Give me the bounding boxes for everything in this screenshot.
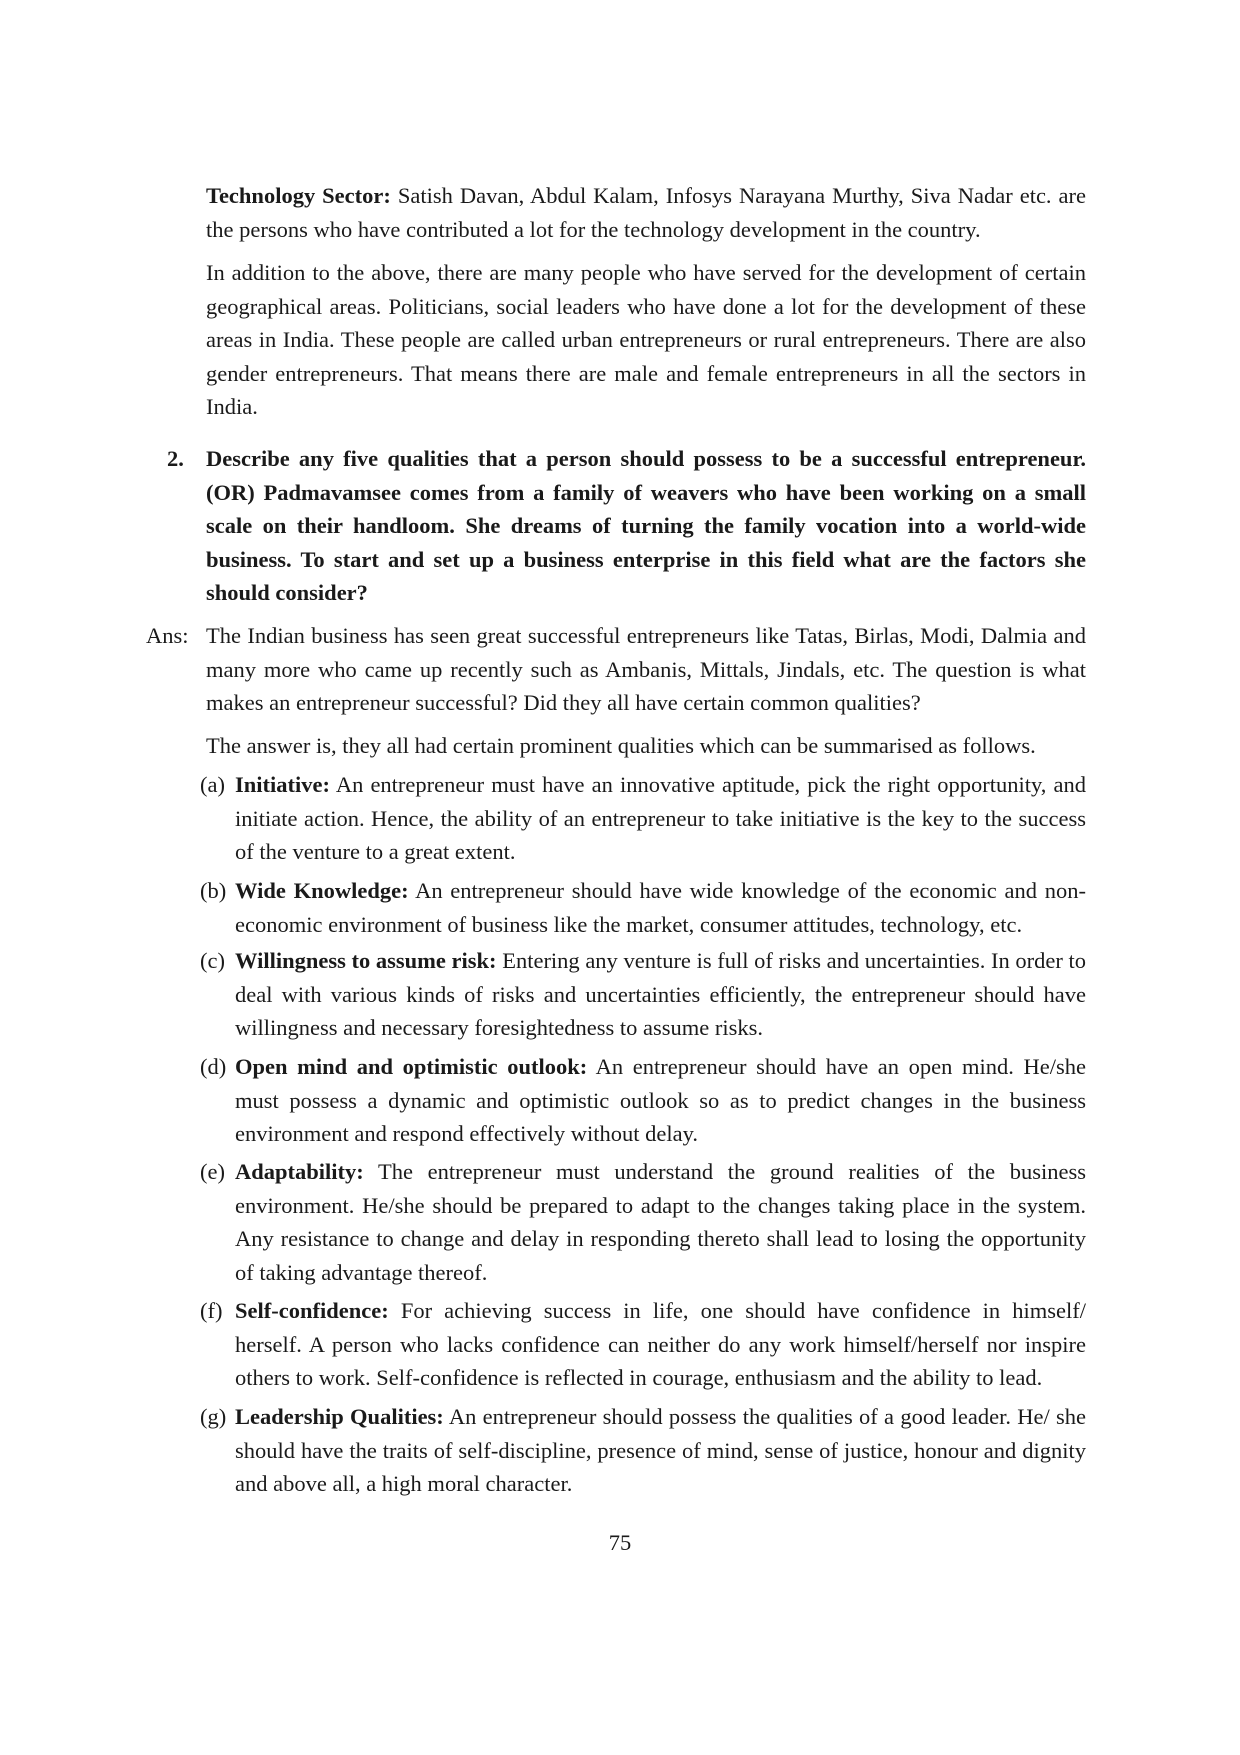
quality-text: An entrepreneur should have wide knowledge of the economic and non-economic environment of business like the market, consumer attitudes, technology, etc. [235,878,1086,937]
quality-title: Open mind and optimistic outlook: [235,1054,588,1079]
quality-text: An entrepreneur should possess the qualities of a good leader. He/ she should have the traits of self-discipline, presence of mind, sense of justice, honour and dignity and above all, a high moral character. [235,1404,1087,1496]
quality-title: Adaptability: [235,1159,364,1184]
quality-title: Willingness to assume risk: [235,948,497,973]
quality-title: Wide Knowledge: [235,878,409,903]
answer-label: Ans: [146,623,189,648]
answer-intro: The Indian business has seen great successful entrepreneurs like Tatas, Birlas, Modi, Dalmia and many more who came up recently such as Ambanis, Mittals, Jindals, etc. The question is what makes an entrepreneur successful? Did they all have certain common qualities? [206,623,1086,715]
quality-item-willingness-to-assume-risk [200,944,1086,1045]
page-number: 75 [608,1530,632,1555]
quality-label: (a) [200,772,225,797]
quality-title: Leadership Qualities: [235,1404,444,1429]
technology-sector-paragraph [206,179,1086,246]
quality-item-open-mind [200,1050,1086,1151]
quality-text: The entrepreneur must understand the ground realities of the business environment. He/she should be prepared to adapt to the changes taking place in the system. Any resistance to change and delay in responding thereto shall lead to losing the opportunity of taking advantage thereof. [235,1159,1086,1285]
quality-label: (g) [200,1404,227,1429]
quality-item-leadership [200,1400,1086,1501]
question-number: 2. [167,446,184,471]
technology-sector-heading: Technology Sector: [206,183,391,208]
quality-label: (e) [200,1159,225,1184]
quality-label: (b) [200,878,227,903]
quality-label: (d) [200,1054,227,1079]
quality-item-self-confidence [200,1294,1086,1395]
quality-title: Self-confidence: [235,1298,389,1323]
quality-text: An entrepreneur must have an innovative aptitude, pick the right opportunity, and initiate action. Hence, the ability of an entrepreneur to take initiative is the key to the success of the venture to a great extent. [235,772,1086,864]
answer-summary: The answer is, they all had certain prominent qualities which can be summarised as follows. [206,733,1036,758]
quality-label: (f) [200,1298,223,1323]
quality-label: (c) [200,948,225,973]
technology-sector-text: Satish Davan, Abdul Kalam, Infosys Narayana Murthy, Siva Nadar etc. are the persons who have contributed a lot for the technology development in the country. [206,183,1087,242]
quality-text: For achieving success in life, one should have confidence in himself/ herself. A person who lacks confidence can neither do any work himself/herself nor inspire others to work. Self-confidence is reflected in courage, enthusiasm and the ability to lead. [235,1298,1086,1390]
quality-item-wide-knowledge [200,874,1086,941]
quality-text: An entrepreneur should have an open mind. He/she must possess a dynamic and optimistic outlook so as to predict changes in the business environment and respond effectively without delay. [235,1054,1086,1146]
quality-item-adaptability [200,1155,1086,1289]
question-text: Describe any five qualities that a person should possess to be a successful entrepreneur. (OR) Padmavamsee comes from a family of weavers who have been working on a small scale on their handloom. She dreams of turning the family vocation into a world-wide business. To start and set up a business enterprise in this field what are the factors she should consider? [206,446,1086,605]
additional-entrepreneurs-paragraph: In addition to the above, there are many people who have served for the development of certain geographical areas. Politicians, social leaders who have done a lot for the development of these areas in India. These people are called urban entrepreneurs or rural entrepreneurs. There are also gender entrepreneurs. That means there are male and female entrepreneurs in all the sectors in India. [206,260,1086,419]
quality-item-initiative [200,768,1086,869]
quality-text: Entering any venture is full of risks and uncertainties. In order to deal with various kinds of risks and uncertainties efficiently, the entrepreneur should have willingness and necessary foresightedness to assume risks. [235,948,1086,1040]
quality-title: Initiative: [235,772,330,797]
